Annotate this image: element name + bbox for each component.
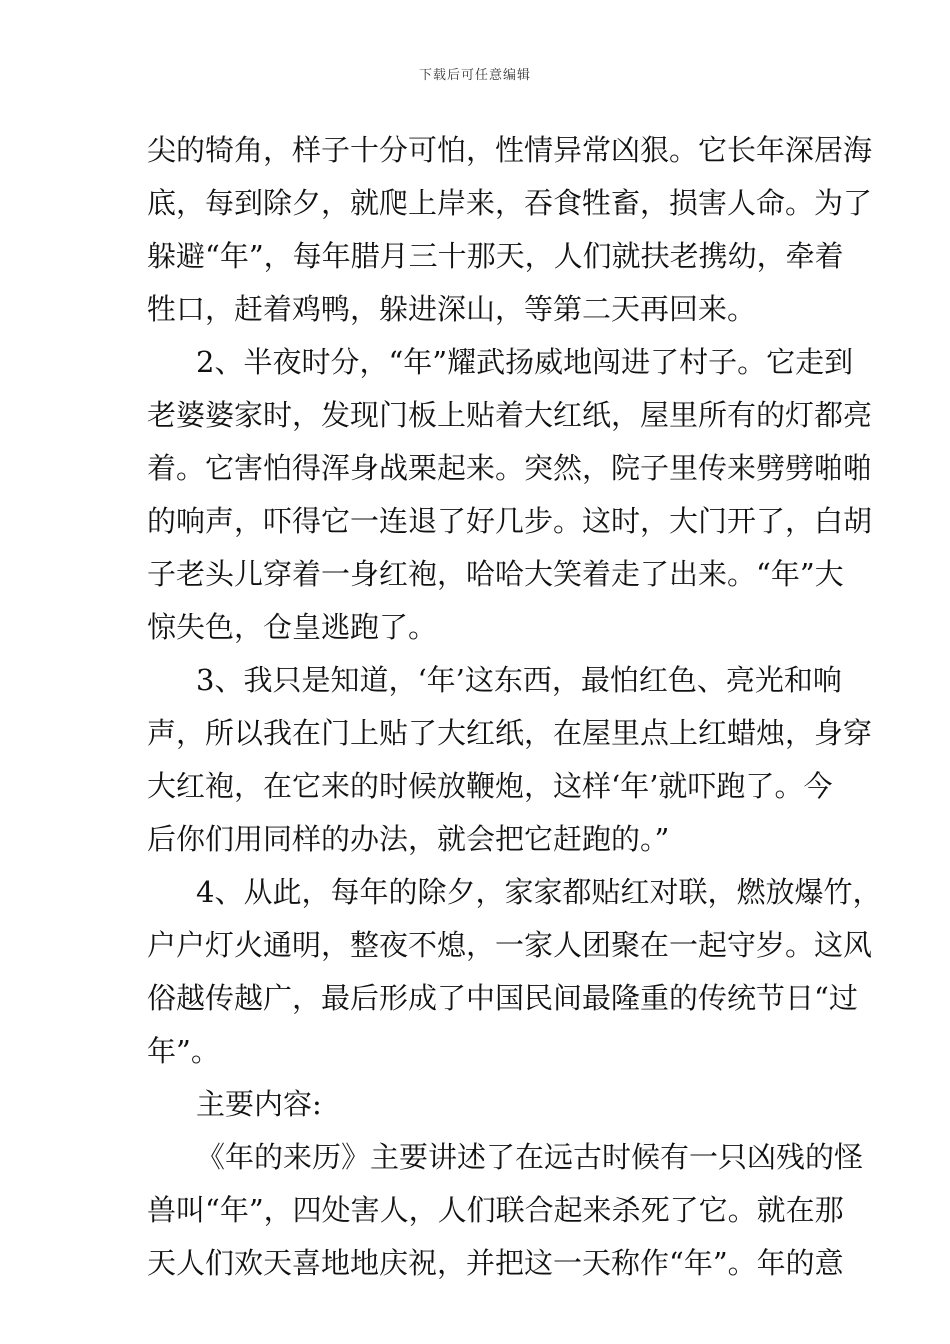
text-line: 牲口，赶着鸡鸭，躲进深山，等第二天再回来。 — [147, 292, 757, 326]
text-line: 兽叫“年”，四处害人，人们联合起来杀死了它。就在那 — [147, 1193, 844, 1227]
text-line: 大红袍，在它来的时候放鞭炮，这样‘年’就吓跑了。今 — [147, 769, 833, 803]
text-line: 子老头儿穿着一身红袍，哈哈大笑着走了出来。“年”大 — [147, 557, 844, 591]
text-line: 底，每到除夕，就爬上岸来，吞食牲畜，损害人命。为了 — [147, 186, 873, 220]
text-line: 惊失色，仓皇逃跑了。 — [147, 610, 438, 644]
text-line: 尖的犄角，样子十分可怕，性情异常凶狠。它长年深居海 — [147, 133, 873, 167]
text-line: 声，所以我在门上贴了大红纸，在屋里点上红蜡烛，身穿 — [147, 716, 873, 750]
text-line: 俗越传越广，最后形成了中国民间最隆重的传统节日“过 — [147, 981, 858, 1015]
document-body — [147, 124, 882, 1290]
page-header: 下载后可任意编辑 — [418, 68, 531, 83]
paragraph-4-start: 4、从此，每年的除夕，家家都贴红对联，燃放爆竹， — [196, 875, 882, 909]
text-line: 老婆婆家时，发现门板上贴着大红纸，屋里所有的灯都亮 — [147, 398, 873, 432]
text-line: 年”。 — [147, 1034, 220, 1068]
text-line: 户户灯火通明，整夜不熄，一家人团聚在一起守岁。这风 — [147, 928, 873, 962]
text-line: 躲避“年”，每年腊月三十那天，人们就扶老携幼，牵着 — [147, 239, 844, 273]
text-line: 着。它害怕得浑身战栗起来。突然，院子里传来劈劈啪啪 — [147, 451, 873, 485]
summary-paragraph-start: 《年的来历》主要讲述了在远古时候有一只凶残的怪 — [196, 1140, 864, 1174]
paragraph-3-start: 3、我只是知道，‘年’这东西，最怕红色、亮光和响 — [196, 663, 842, 697]
section-heading-main-content: 主要内容: — [196, 1087, 322, 1121]
text-line: 天人们欢天喜地地庆祝，并把这一天称作“年”。年的意 — [147, 1246, 844, 1280]
text-line: 后你们用同样的办法，就会把它赶跑的。” — [147, 822, 670, 856]
paragraph-2-start: 2、半夜时分，“年”耀武扬威地闯进了村子。它走到 — [196, 345, 854, 379]
text-line: 的响声，吓得它一连退了好几步。这时，大门开了，白胡 — [147, 504, 873, 538]
